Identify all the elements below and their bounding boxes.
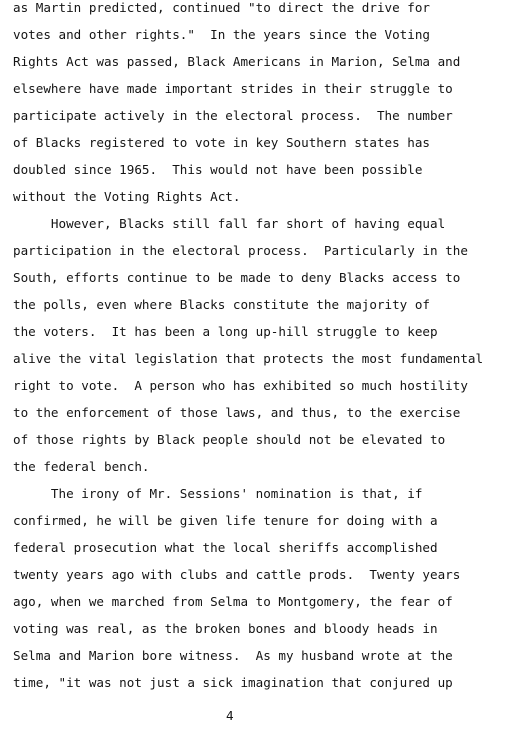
text-line: right to vote. A person who has exhibited so much hostility [13, 378, 468, 393]
text-line: of those rights by Black people should not be elevated to [13, 432, 446, 447]
text-line: of Blacks registered to vote in key Southern states has [13, 135, 431, 150]
text-line: the polls, even where Blacks constitute the majority of [13, 297, 431, 312]
text-line: the federal bench. [13, 459, 150, 474]
text-line: Selma and Marion bore witness. As my husband wrote at the [13, 648, 453, 663]
text-line: as Martin predicted, continued "to direct the drive for [13, 0, 431, 15]
text-line: votes and other rights." In the years since the Voting [13, 27, 431, 42]
text-line: Rights Act was passed, Black Americans in Marion, Selma and [13, 54, 461, 69]
text-line: ago, when we marched from Selma to Montgomery, the fear of [13, 594, 453, 609]
text-line: twenty years ago with clubs and cattle prods. Twenty years [13, 567, 461, 582]
text-line: participation in the electoral process. Particularly in the [13, 243, 468, 258]
text-line: confirmed, he will be given life tenure for doing with a [13, 513, 438, 528]
text-line: South, efforts continue to be made to deny Blacks access to [13, 270, 461, 285]
text-line: The irony of Mr. Sessions' nomination is that, if [13, 486, 423, 501]
text-line: elsewhere have made important strides in their struggle to [13, 81, 453, 96]
page-number: 4 [226, 708, 234, 723]
text-line: voting was real, as the broken bones and bloody heads in [13, 621, 438, 636]
text-line: participate actively in the electoral process. The number [13, 108, 453, 123]
text-line: the voters. It has been a long up-hill struggle to keep [13, 324, 438, 339]
text-line: without the Voting Rights Act. [13, 189, 241, 204]
text-line: doubled since 1965. This would not have been possible [13, 162, 423, 177]
text-line: to the enforcement of those laws, and thus, to the exercise [13, 405, 461, 420]
text-line: federal prosecution what the local sheriffs accomplished [13, 540, 438, 555]
text-line: However, Blacks still fall far short of having equal [13, 216, 446, 231]
text-line: alive the vital legislation that protects the most fundamental [13, 351, 484, 366]
text-line: time, "it was not just a sick imagination that conjured up [13, 675, 453, 690]
